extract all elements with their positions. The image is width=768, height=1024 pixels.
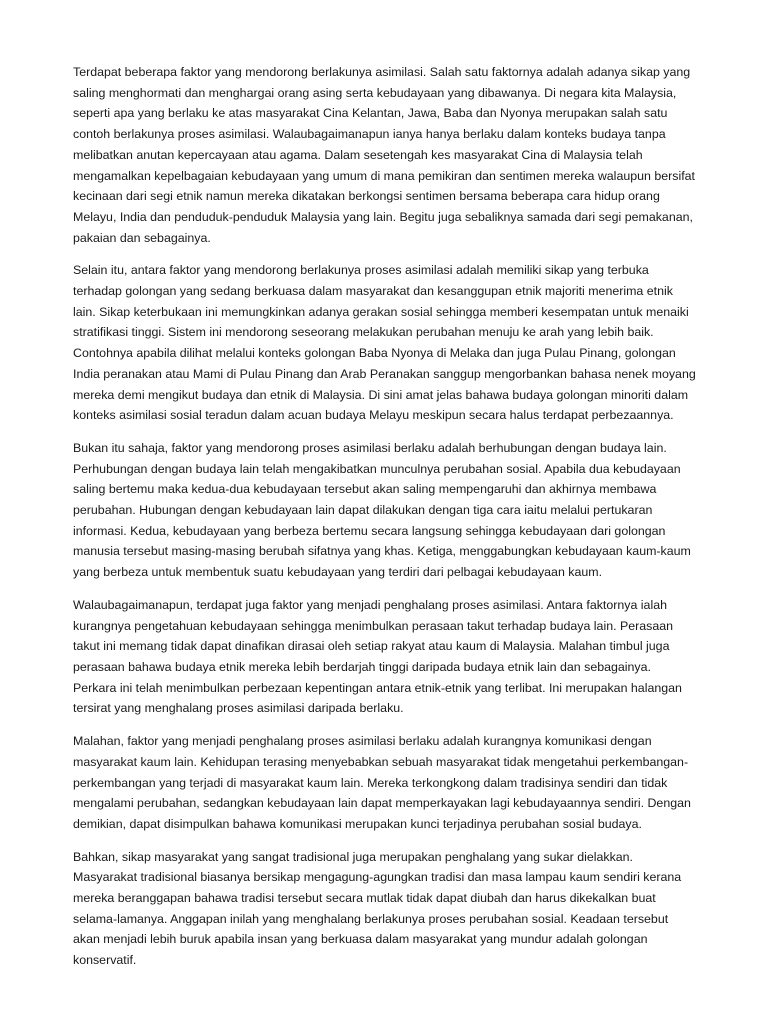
paragraph-5: Malahan, faktor yang menjadi penghalang proses asimilasi berlaku adalah kurangnya komunikasi dengan masyarakat kaum lain. Kehidupan terasing menyebabkan sebuah masyarakat tidak mengetahui perkembangan-perkembangan yang terjadi di masyarakat kaum lain. Mereka terkongkong dalam tradisinya sendiri dan tidak mengalami perubahan, sedangkan kebudayaan lain dapat memperkayakan lagi kebudayaannya sendiri. Dengan demikian, dapat disimpulkan bahawa komunikasi merupakan kunci terjadinya perubahan sosial budaya. xyxy=(73,734,691,831)
paragraph-6: Bahkan, sikap masyarakat yang sangat tradisional juga merupakan penghalang yang sukar dielakkan. Masyarakat tradisional biasanya bersikap mengagung-agungkan tradisi dan masa lampau kaum sendiri kerana mereka beranggapan bahawa tradisi tersebut secara mutlak tidak dapat diubah dan harus dikekalkan buat selama-lamanya. Anggapan inilah yang menghalang berlakunya proses perubahan sosial. Keadaan tersebut akan menjadi lebih buruk apabila insan yang berkuasa dalam masyarakat yang mundur adalah golongan konservatif. xyxy=(73,849,682,968)
paragraph-4: Walaubagaimanapun, terdapat juga faktor yang menjadi penghalang proses asimilasi. Antara faktornya ialah kurangnya pengetahuan kebudayaan sehingga menimbulkan perasaan takut terhadap budaya lain. Perasaan takut ini memang tidak dapat dinafikan dirasai oleh setiap rakyat atau kaum di Malaysia. Malahan timbul juga perasaan bahawa budaya etnik mereka lebih berdarjah tinggi daripada budaya etnik lain dan sebagainya. Perkara ini telah menimbulkan perbezaan kepentingan antara etnik-etnik yang terlibat. Ini merupakan halangan tersirat yang menghalang proses asimilasi daripada berlaku. xyxy=(73,597,682,716)
paragraph-3: Bukan itu sahaja, faktor yang mendorong proses asimilasi berlaku adalah berhubungan dengan budaya lain. Perhubungan dengan budaya lain telah mengakibatkan munculnya perubahan sosial. Apabila dua kebudayaan saling bertemu maka kedua-dua kebudayaan tersebut akan saling mempengaruhi dan akhirnya membawa perubahan. Hubungan dengan kebudayaan lain dapat dilakukan dengan tiga cara iaitu melalui pertukaran informasi. Kedua, kebudayaan yang berbeza bertemu secara langsung sehingga kebudayaan dari golongan manusia tersebut masing-masing berubah sifatnya yang khas. Ketiga, menggabungkan kebudayaan kaum-kaum yang berbeza untuk membentuk suatu kebudayaan yang terdiri dari pelbagai kebudayaan kaum. xyxy=(73,440,691,580)
paragraph-1: Terdapat beberapa faktor yang mendorong berlakunya asimilasi. Salah satu faktornya adalah adanya sikap yang saling menghormati dan menghargai orang asing serta kebudayaan yang dibawanya. Di negara kita Malaysia, seperti apa yang berlaku ke atas masyarakat Cina Kelantan, Jawa, Baba dan Nyonya merupakan salah satu contoh berlakunya proses asimilasi. Walaubagaimanapun ianya hanya berlaku dalam konteks budaya tanpa melibatkan anutan kepercayaan atau agama. Dalam sesetengah kes masyarakat Cina di Malaysia telah mengamalkan kepelbagaian kebudayaan yang umum di mana pemikiran dan sentimen mereka walaupun bersifat kecinaan dari segi etnik namun mereka dikatakan berkongsi sentimen bersama beberapa cara hidup orang Melayu, India dan penduduk-penduduk Malaysia yang lain. Begitu juga sebaliknya samada dari segi pemakanan, pakaian dan sebagainya. xyxy=(73,65,695,245)
document-body xyxy=(73,62,697,983)
paragraph-2: Selain itu, antara faktor yang mendorong berlakunya proses asimilasi adalah memiliki sikap yang terbuka terhadap golongan yang sedang berkuasa dalam masyarakat dan kesanggupan etnik majoriti menerima etnik lain. Sikap keterbukaan ini memungkinkan adanya gerakan sosial sehingga memberi kesempatan untuk menaiki stratifikasi tinggi. Sistem ini mendorong seseorang melakukan perubahan menuju ke arah yang lebih baik. Contohnya apabila dilihat melalui konteks golongan Baba Nyonya di Melaka dan juga Pulau Pinang, golongan India peranakan atau Mami di Pulau Pinang dan Arab Peranakan sanggup mengorbankan bahasa nenek moyang mereka demi mengikut budaya dan etnik di Malaysia. Di sini amat jelas bahawa budaya golongan minoriti dalam konteks asimilasi sosial teradun dalam acuan budaya Melayu meskipun secara halus terdapat perbezaannya. xyxy=(73,263,696,423)
